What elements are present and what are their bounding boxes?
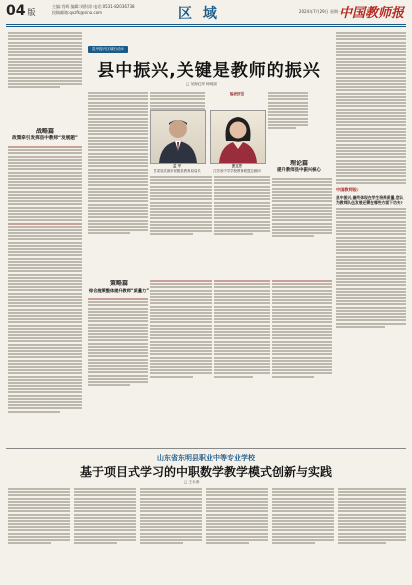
photo-caption-2: 张玉芳 江苏省中学学校教育联盟总顾问 — [213, 164, 261, 173]
page-number: 04 版 — [6, 3, 36, 19]
series-tag: 县中振兴区域行动① — [88, 46, 128, 53]
mid-heading-block — [88, 280, 150, 296]
editor-info: 主编:肖辉 编辑:刘积涛 电话:0531-82036738 投稿邮箱:qxzfk@sina.com — [52, 4, 135, 15]
footer-column-2 — [74, 488, 136, 580]
text-block — [8, 32, 82, 88]
footer-column-6 — [338, 488, 406, 580]
interview-question-label: 中国教师报: — [336, 186, 359, 192]
feature-byline: □ 吴海红萍 杨明丽 — [186, 82, 217, 86]
footer-article-school: 山东省东明县职业中等专业学校 — [157, 454, 255, 462]
left-column-body — [8, 146, 82, 446]
intro-column-3 — [268, 92, 308, 156]
editor-note-label: 编者按语 — [229, 92, 245, 96]
footer-article-byline: □ 王永涛 — [184, 480, 200, 484]
section-title: 区 域 — [178, 6, 220, 22]
tactics-subheading: 综合施策整体提升教师“质量力” — [89, 288, 149, 293]
header-rule — [6, 24, 406, 25]
theory-subheading: 提升教师县中振兴核心 — [277, 168, 321, 173]
issue-date: 2024年7月29日 星期一 — [298, 9, 342, 14]
interview-question: 县中振兴,最终体现在学生培养质量,您认为教师队伍发展还需在哪些方面下功夫? — [336, 194, 404, 205]
right-column-body — [336, 32, 406, 446]
page-header — [0, 0, 412, 26]
newspaper-masthead: 中国教师报 — [338, 6, 404, 21]
lower-column-3 — [214, 280, 270, 446]
tactics-heading: 策略篇 — [109, 280, 128, 287]
footer-article-title: 基于项目式学习的中职数学教学模式创新与实践 — [79, 465, 332, 479]
mid-column-b — [214, 176, 270, 276]
section-divider — [6, 448, 406, 449]
portrait-photo-zhang-yufang — [210, 110, 266, 164]
mid-column-a — [150, 176, 212, 276]
lower-column-1 — [88, 298, 148, 446]
lower-column-2 — [150, 280, 212, 446]
photo-caption-1: 孟 平 甘肃省武威市民勤县教育局局长 — [153, 164, 201, 173]
left-column-intro — [8, 32, 82, 128]
portrait-photo-meng-ping — [150, 110, 206, 164]
footer-column-3 — [140, 488, 202, 580]
lower-column-4 — [272, 280, 332, 446]
right-heading-block — [268, 160, 330, 176]
strategy-heading: 战略篇 — [35, 128, 54, 135]
footer-column-5 — [272, 488, 334, 580]
mid-column-c — [272, 178, 332, 278]
footer-column-4 — [206, 488, 268, 580]
left-heading-block — [8, 128, 82, 142]
header-rule-thin — [6, 26, 406, 27]
strategy-subheading: 政策牵引发挥县中教师“发展题” — [12, 136, 78, 141]
theory-heading: 理论篇 — [289, 160, 308, 167]
footer-column-1 — [8, 488, 70, 580]
feature-title: 县中振兴,关键是教师的振兴 — [97, 61, 321, 81]
